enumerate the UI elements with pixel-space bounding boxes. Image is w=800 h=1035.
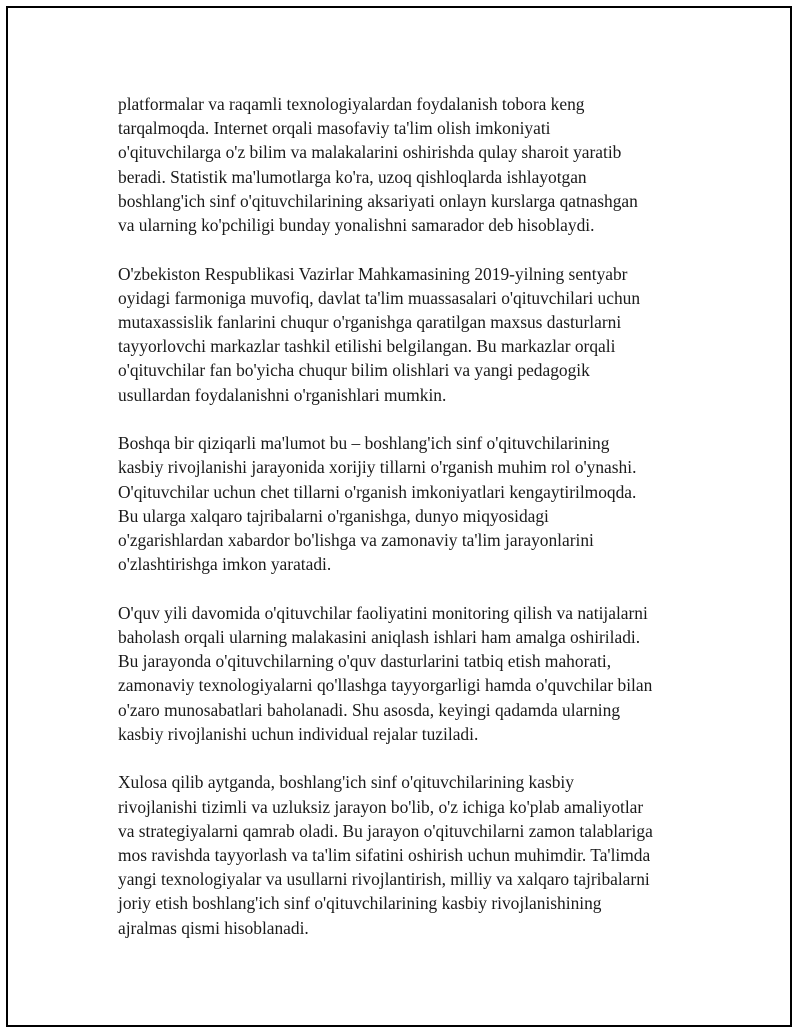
text-line: Bu ularga xalqaro tajribalarni o'rganishga, dunyo miqyosidagi — [118, 505, 549, 526]
text-line: tayyorlovchi markazlar tashkil etilishi belgilangan. Bu markazlar orqali — [118, 336, 616, 357]
text-line: yangi texnologiyalar va usullarni rivojlantirish, milliy va xalqaro tajribalarni — [118, 869, 650, 890]
text-line: tarqalmoqda. Internet orqali masofaviy ta'lim olish imkoniyati — [118, 118, 551, 139]
text-line: o'qituvchilar fan bo'yicha chuqur bilim olishlari va yangi pedagogik — [118, 360, 590, 381]
text-line: platformalar va raqamli texnologiyalardan foydalanish tobora keng — [118, 94, 585, 114]
text-line: oyidagi farmoniga muvofiq, davlat ta'lim muassasalari o'qituvchilari uchun — [118, 287, 641, 308]
text-line: va strategiyalarni qamrab oladi. Bu jarayon o'qituvchilarni zamon talablariga — [118, 820, 653, 841]
text-line: o'zlashtirishga imkon yaratadi. — [118, 554, 332, 575]
text-line: o'zaro munosabatlari baholanadi. Shu asosda, keyingi qadamda ularning — [118, 699, 621, 720]
text-line: O'qituvchilar uchun chet tillarni o'rganish imkoniyatlari kengaytirilmoqda. — [118, 481, 637, 502]
paragraph-5 — [118, 770, 698, 939]
paragraph-3 — [118, 431, 698, 576]
text-line: Boshqa bir qiziqarli ma'lumot bu – boshlang'ich sinf o'qituvchilarining — [118, 433, 610, 454]
text-line: va ularning ko'pchiligi bunday yonalishni samarador deb hisoblaydi. — [118, 215, 595, 236]
text-line: ajralmas qismi hisoblanadi. — [118, 917, 309, 938]
paragraph-2 — [118, 262, 698, 407]
text-line: boshlang'ich sinf o'qituvchilarining aksariyati onlayn kurslarga qatnashgan — [118, 190, 638, 211]
text-line: O'zbekiston Respublikasi Vazirlar Mahkamasining 2019-yilning sentyabr — [118, 263, 628, 284]
text-line: mos ravishda tayyorlash va ta'lim sifatini oshirish uchun muhimdir. Ta'limda — [118, 845, 651, 866]
text-line: beradi. Statistik ma'lumotlarga ko'ra, uzoq qishloqlarda ishlayotgan — [118, 166, 587, 187]
text-line: mutaxassislik fanlarini chuqur o'rganishga qaratilgan maxsus dasturlarni — [118, 312, 622, 333]
text-line: kasbiy rivojlanishi jarayonida xorijiy tillarni o'rganish muhim rol o'ynashi. — [118, 457, 637, 478]
text-line: baholash orqali ularning malakasini aniqlash ishlari ham amalga oshiriladi. — [118, 627, 641, 648]
text-line: Bu jarayonda o'qituvchilarning o'quv dasturlarini tatbiq etish mahorati, — [118, 651, 612, 672]
text-line: rivojlanishi tizimli va uzluksiz jarayon bo'lib, o'z ichiga ko'plab amaliyotlar — [118, 796, 644, 817]
paragraph-1 — [118, 92, 698, 237]
paragraph-4 — [118, 601, 698, 746]
text-line: Xulosa qilib aytganda, boshlang'ich sinf o'qituvchilarining kasbiy — [118, 772, 574, 793]
text-line: o'zgarishlardan xabardor bo'lishga va zamonaviy ta'lim jarayonlarini — [118, 530, 594, 551]
text-line: kasbiy rivojlanishi uchun individual rejalar tuziladi. — [118, 723, 479, 744]
text-line: joriy etish boshlang'ich sinf o'qituvchilarining kasbiy rivojlanishining — [118, 893, 602, 914]
document-body — [118, 92, 698, 964]
text-line: zamonaviy texnologiyalarni qo'llashga tayyorgarligi hamda o'quvchilar bilan — [118, 675, 653, 696]
text-line: O'quv yili davomida o'qituvchilar faoliyatini monitoring qilish va natijalarni — [118, 602, 648, 623]
text-line: usullardan foydalanishni o'rganishlari mumkin. — [118, 384, 447, 405]
text-line: o'qituvchilarga o'z bilim va malakalarini oshirishda qulay sharoit yaratib — [118, 142, 622, 163]
